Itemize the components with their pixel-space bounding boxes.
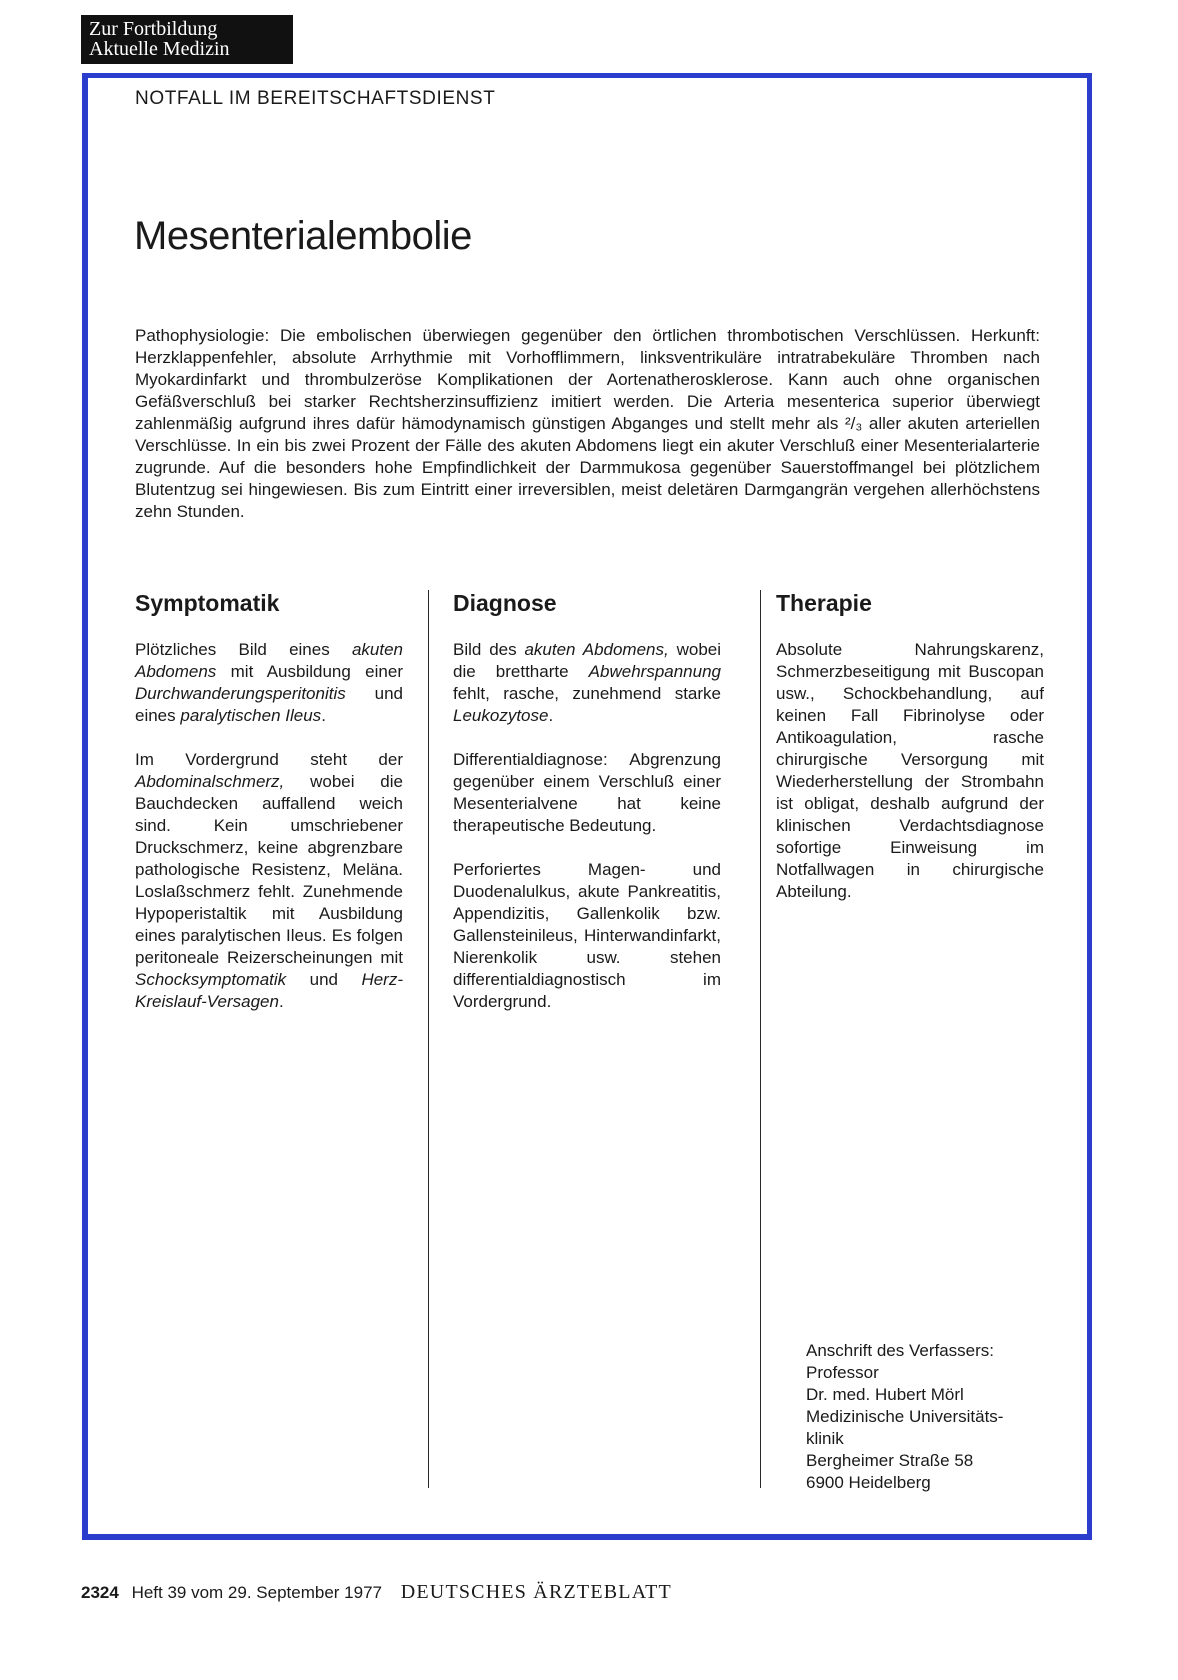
address-line: klinik — [806, 1429, 844, 1448]
column-therapie — [776, 590, 1044, 925]
diagnose-paragraph-3: Perforiertes Magen- und Duodenalulkus, akute Pankreatitis, Appendizitis, Gallenkolik bzw. Gallensteinileus, Hinterwandinfarkt, Nierenkolik usw. stehen differentialdiagnostisch im Vordergrund. — [453, 860, 721, 1011]
column-symptomatik — [135, 590, 403, 1035]
heading-therapie: Therapie — [776, 590, 872, 616]
symptomatik-paragraph-2: Im Vordergrund steht der Abdominalschmerz, wobei die Bauchdecken auffallend weich sind. Kein umschriebener Druckschmerz, keine abgrenzbare pathologische Resistenz, Meläna. Loslaßschmerz fehlt. Zunehmende Hypoperistaltik mit Ausbildung eines paralytischen Ileus. Es folgen peritoneale Reizerscheinungen mit Schocksymptomatik und Herz-Kreislauf-Versagen. — [135, 750, 403, 1011]
column-divider-2 — [760, 590, 761, 1488]
diagnose-paragraph-2: Differentialdiagnose: Abgrenzung gegenüber einem Verschluß einer Mesenterialvene hat keine therapeutische Bedeutung. — [453, 750, 721, 835]
series-label-line2: Aktuelle Medizin — [89, 38, 230, 60]
column-divider-1 — [428, 590, 429, 1488]
diagnose-paragraph-1: Bild des akuten Abdomens, wobei die brettharte Abwehrspannung fehlt, rasche, zunehmend starke Leukozytose. — [453, 640, 722, 725]
heading-diagnose: Diagnose — [453, 590, 557, 616]
article-title: Mesenterialembolie — [134, 214, 472, 258]
series-label-line1: Zur Fortbildung — [89, 18, 218, 40]
author-address — [806, 1340, 1046, 1494]
section-kicker: NOTFALL IM BEREITSCHAFTSDIENST — [135, 88, 496, 109]
page-footer — [81, 1581, 672, 1604]
column-diagnose — [453, 590, 721, 1035]
therapie-paragraph-1: Absolute Nahrungskarenz, Schmerzbeseitigung mit Buscopan usw., Schockbehandlung, auf keinen Fall Fibrinolyse oder Antikoagulation, rasche chirurgische Versorgung mit Wiederherstellung der Strombahn ist obligat, deshalb aufgrund der klinischen Verdachtsdiagnose sofortige Einweisung im Notfallwagen in chirurgische Abteilung. — [776, 640, 1044, 901]
intro-paragraph: Pathophysiologie: Die embolischen überwiegen gegenüber den örtlichen thrombotischen Verschlüssen. Herkunft: Herzklappenfehler, absolute Arrhythmie mit Vorhofflimmern, linksventrikuläre intratrabekuläre Thromben nach Myokardinfarkt und thrombulzeröse Komplikationen der Aortenatherosklerose. Kann auch ohne organischen Gefäßverschluß bei starker Rechtsherzinsuffizienz imitiert werden. Die Arteria mesenterica superior überwiegt zahlenmäßig aufgrund ihres dafür hämodynamisch günstigen Abganges und stellt mehr als ²/₃ aller akuten arteriellen Verschlüsse. In ein bis zwei Prozent der Fälle des akuten Abdomens liegt ein akuter Verschluß einer Mesenterialarterie zugrunde. Auf die besonders hohe Empfindlichkeit der Darmmukosa gegenüber Sauerstoffmangel bei plötzlichem Blutentzug sei hingewiesen. Bis zum Eintritt einer irreversiblen, meist deletären Darmgangrän vergehen allerhöchstens zehn Stunden. — [135, 326, 1040, 521]
address-line: Anschrift des Verfassers: — [806, 1341, 995, 1360]
heading-symptomatik: Symptomatik — [135, 590, 280, 616]
symptomatik-paragraph-1: Plötzliches Bild eines akuten Abdomens mit Ausbildung einer Durchwanderungsperitonitis und eines paralytischen Ileus. — [135, 640, 403, 725]
series-label — [81, 15, 293, 64]
address-line: Medizinische Universitäts- — [806, 1407, 1004, 1426]
magazine-name: DEUTSCHES ÄRZTEBLATT — [400, 1581, 672, 1603]
address-line: Dr. med. Hubert Mörl — [806, 1385, 964, 1404]
issue-info: Heft 39 vom 29. September 1977 — [131, 1583, 382, 1602]
address-line: Professor — [806, 1363, 879, 1382]
address-line: 6900 Heidelberg — [806, 1473, 931, 1492]
address-line: Bergheimer Straße 58 — [806, 1451, 974, 1470]
page-number: 2324 — [81, 1583, 119, 1602]
